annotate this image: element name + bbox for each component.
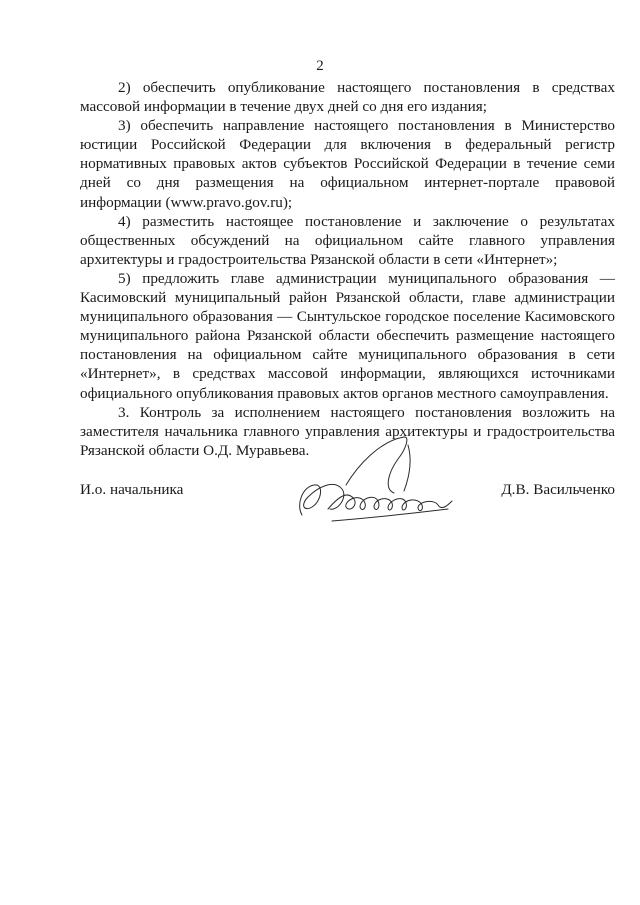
paragraph-website-placement: 4) разместить настоящее постановление и заключение о результатах общественных обсуждений на официальном сайте главного управления архитектуры и градостроительства Рязанской области в сети «Интернет»; [80,212,615,268]
signature-block [80,475,615,545]
paragraph-municipal-heads: 5) предложить главе администрации муниципального образования — Касимовский муниципальный район Рязанской области, главе администрации муниципального образования — Сынтульское городское поселение Касимовского муниципального района Рязанской области обеспечить размещение настоящего постановления на официальном сайте муниципального образования в сети «Интернет», в средствах массовой информации, являющихся источниками официального опубликования правовых актов органов местного самоуправления. [80,269,615,402]
signatory-title: И.о. начальника [80,481,184,498]
paragraph-control: 3. Контроль за исполнением настоящего постановления возложить на заместителя начальника главного управления архитектуры и градостроительства Рязанской области О.Д. Муравьева. [80,403,615,459]
page-number: 2 [316,58,324,74]
signatory-name: Д.В. Васильченко [501,481,615,498]
decree-body [80,78,615,460]
handwritten-signature [288,435,468,535]
paragraph-ministry-justice: 3) обеспечить направление настоящего постановления в Министерство юстиции Российской Федерации для включения в федеральный регистр нормативных правовых актов субъектов Российской Федерации в течение семи дней со дня размещения на официальном интернет-портале правовой информации (www.pravo.gov.ru); [80,117,615,211]
paragraph-publication: 2) обеспечить опубликование настоящего постановления в средствах массовой информации в течение двух дней со дня его издания; [80,79,615,116]
